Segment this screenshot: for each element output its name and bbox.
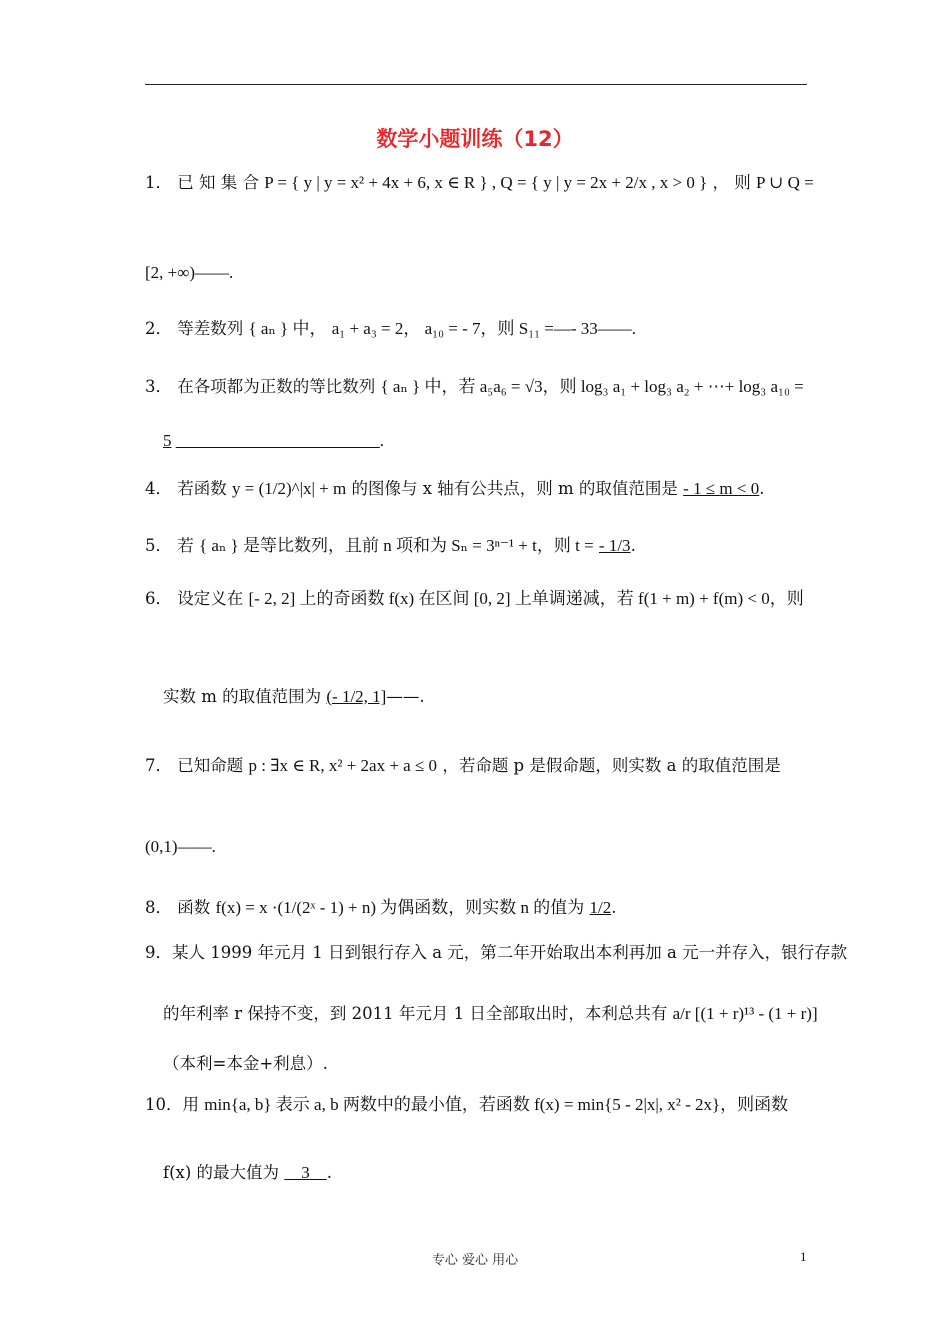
problem-10-cont: f(x) 的最大值为 3 . xyxy=(163,1163,333,1182)
problem-math: [- 2, 2] 上的奇函数 f(x) 在区间 [0, 2] 上单调递减，若 f(1 + m) + f(m) < 0，则 xyxy=(248,589,804,608)
problem-answer: - 1 ≤ m < 0 xyxy=(683,479,760,498)
problem-3-answer: 5 . xyxy=(163,431,384,450)
problem-answer: 3 xyxy=(301,1163,310,1182)
problem-number: 10． xyxy=(145,1095,183,1114)
problem-math: P = { y | y = x² + 4x + 6, x ∈ R } , Q = { y | y = 2x + 2/x , x > 0 } xyxy=(264,173,708,192)
problem-7 xyxy=(145,755,807,777)
problem-math: P ∪ Q = xyxy=(756,173,814,192)
problem-text: 函数 xyxy=(177,898,211,917)
problem-math: { aₙ } 中， xyxy=(248,319,327,338)
header-rule xyxy=(145,84,807,85)
problem-text: 若函数 xyxy=(177,479,227,498)
problem-text: 的图像与 x 轴有公共点，则 m 的取值范围是 xyxy=(351,479,678,498)
problem-text: 已知命题 xyxy=(177,756,244,775)
problem-math: { aₙ } 是等比数列，且前 n 项和为 Sₙ = 3ⁿ⁻¹ + t，则 t = xyxy=(199,536,594,555)
page-title: 数学小题训练（12） xyxy=(376,127,574,151)
problem-number: 8． xyxy=(145,898,172,917)
problem-2 xyxy=(145,318,807,340)
page-footer: 专心 爱心 用心 xyxy=(431,1253,519,1268)
problem-8: 8． 函数 f(x) = x ·(1/(2ˣ - 1) + n) 为偶函数，则实数 n 的值为 1/2. xyxy=(145,898,617,917)
problem-9-note: （本利=本金+利息）. xyxy=(163,1054,328,1073)
problem-7-answer: (0,1)——. xyxy=(145,837,216,856)
problem-text: 某人 1999 年元月 1 日到银行存入 a 元，第二年开始取出本利再加 a 元一并存入，银行存款 xyxy=(172,943,848,962)
problem-4: 4． 若函数 y = (1/2)^|x| + m 的图像与 x 轴有公共点，则 m 的取值范围是 - 1 ≤ m < 0. xyxy=(145,479,765,498)
problem-10 xyxy=(145,1094,807,1116)
problem-text: ， 则 xyxy=(712,173,751,192)
problem-1-answer: [2, +∞)——. xyxy=(145,263,234,282)
problem-text: 等差数列 xyxy=(177,319,244,338)
problem-1 xyxy=(145,172,814,194)
problem-math: { aₙ } 中，若 a₅a₆ = √3，则 log₃ a₁ + log₃ a₂ + ⋯+ log₃ a₁₀ = xyxy=(380,377,804,396)
problem-number: 7． xyxy=(145,756,172,775)
problem-math: a/r [(1 + r)¹³ - (1 + r)] xyxy=(672,1004,818,1023)
problem-number: 4． xyxy=(145,479,172,498)
problem-number: 6． xyxy=(145,589,172,608)
problem-text: ，若命题 p 是假命题，则实数 a 的取值范围是 xyxy=(442,756,781,775)
problem-answer: 1/2 xyxy=(589,898,612,917)
problem-9 xyxy=(145,942,848,964)
problem-math: f(x) = x ·(1/(2ˣ - 1) + n) 为偶函数，则实数 n 的值为 xyxy=(215,898,585,917)
problem-number: 3． xyxy=(145,377,172,396)
problem-text: 的年利率 r 保持不变，到 2011 年元月 1 日全部取出时，本利总共有 xyxy=(163,1004,668,1023)
page-number: 1 xyxy=(800,1249,807,1264)
problem-number: 1． xyxy=(145,173,172,192)
problem-6 xyxy=(145,588,807,610)
problem-9-cont xyxy=(163,1003,825,1025)
problem-5: 5． 若 { aₙ } 是等比数列，且前 n 项和为 Sₙ = 3ⁿ⁻¹ + t，则 t = - 1/3. xyxy=(145,536,636,555)
problem-math: min{a, b} 表示 a, b 两数中的最小值，若函数 f(x) = min{5 - 2|x|, x² - 2x}，则函数 xyxy=(204,1095,789,1114)
problem-number: 2． xyxy=(145,319,172,338)
problem-number: 5． xyxy=(145,536,172,555)
problem-text: 若 xyxy=(177,536,194,555)
problem-number: 9． xyxy=(145,943,172,962)
problem-text: 在各项都为正数的等比数列 xyxy=(177,377,376,396)
problem-text: 实数 m 的取值范围为 xyxy=(163,687,322,706)
problem-text: f(x) 的最大值为 xyxy=(163,1163,280,1182)
problem-text: 用 xyxy=(182,1095,199,1114)
problem-3 xyxy=(145,376,807,398)
problem-answer: (- 1/2, 1] xyxy=(326,687,387,706)
problem-6-cont: 实数 m 的取值范围为 (- 1/2, 1]——. xyxy=(163,687,425,706)
problem-text: 设定义在 xyxy=(177,589,244,608)
problem-math: y = (1/2)^|x| + m xyxy=(232,479,347,498)
problem-math: a₁ + a₃ = 2， a₁₀ = - 7，则 S₁₁ =—- 33——. xyxy=(331,319,637,338)
problem-answer: - 1/3 xyxy=(598,536,631,555)
problem-math: p : ∃x ∈ R, x² + 2ax + a ≤ 0 xyxy=(248,756,438,775)
problem-text: 已 知 集 合 xyxy=(177,173,259,192)
